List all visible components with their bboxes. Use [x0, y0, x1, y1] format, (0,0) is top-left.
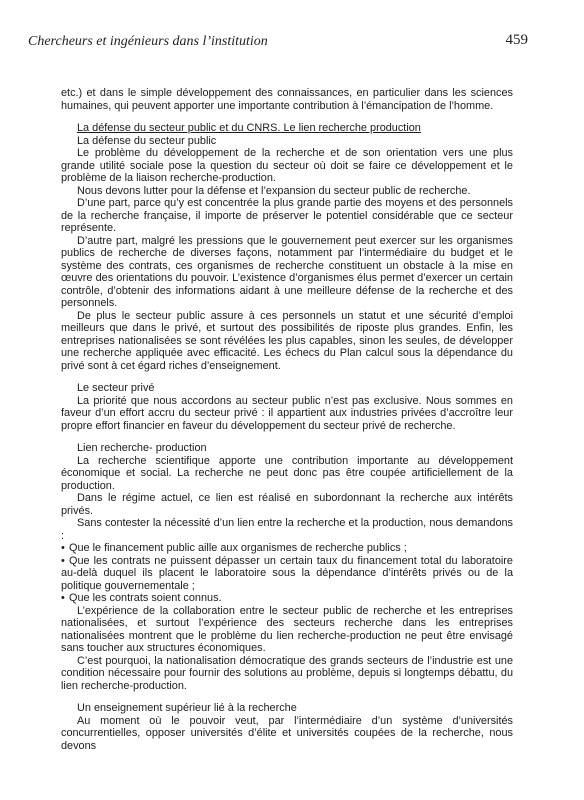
paragraph: D’autre part, malgré les pressions que le gouvernement peut exercer sur les organismes publics de recherche de diverses façons, notamment par l’intermédiaire du budget et le système des contrats, ces organismes de recherche constituent un obstacle à la mise en œuvre des orientations du pouvoir. L’existence d’organismes élus permet d’exercer un certain contrôle, d’obtenir des informations aidant à une meilleure défense de la recherche et des personnels. — [61, 234, 513, 309]
section-title: La défense du secteur public et du CNRS. Le lien recherche production — [77, 122, 421, 134]
bullet-item: • Que les contrats ne puissent dépasser un certain taux du financement total du laboratoire au-delà duquel ils placent le laboratoire sous la dépendance d’intérêts privés ou de la politique gouvernementale ; — [61, 554, 513, 592]
paragraph: De plus le secteur public assure à ces personnels un statut et une sécurité d’emploi meilleurs que dans le privé, et surtout des possibilités de riposte plus grandes. Enfin, les entreprises nationalisées se sont révélées les plus capables, sinon les seules, de développer une recherche appliquée avec efficacité. Les échecs du Plan calcul sous la dépendance du privé sont à cet égard riches d’enseignement. — [61, 309, 513, 372]
section-title: Un enseignement supérieur lié à la recherche — [77, 702, 297, 714]
bullet-item: • Que le financement public aille aux organismes de recherche publics ; — [61, 542, 407, 554]
bullet-icon: • — [61, 554, 65, 567]
paragraph: Sans contester la nécessité d’un lien entre la recherche et la production, nous demandons : — [61, 517, 513, 542]
running-head: Chercheurs et ingénieurs dans l’institution — [28, 34, 268, 49]
paragraph: La priorité que nous accordons au secteur public n’est pas exclusive. Nous sommes en faveur d’un effort accru du secteur privé : il appartient aux industries privées d’accroître leur propre effort financier en faveur du développement du secteur privé de recherche. — [61, 394, 513, 432]
section-title: Le secteur privé — [77, 382, 155, 394]
section-subtitle: La défense du secteur public — [77, 134, 217, 147]
paragraph: C’est pourquoi, la nationalisation démocratique des grands secteurs de l’industrie est une condition nécessaire pour fournir des solutions au problème, depuis si longtemps débattu, du lien recherche-production. — [61, 654, 513, 692]
opening-paragraph: etc.) et dans le simple développement des connaissances, en particulier dans les sciences humaines, qui peuvent apporter une importante contribution à l’émancipation de l’homme. — [61, 87, 513, 112]
bullet-icon: • — [61, 542, 65, 554]
paragraph: Le problème du développement de la recherche et de son orientation vers une plus grande utilité sociale pose la question du secteur où doit se faire ce développement et le problème de la liaison recherche-production. — [61, 147, 513, 184]
paragraph: D’une part, parce qu’y est concentrée la plus grande partie des moyens et des personnels de la recherche française, il importe de préserver le potentiel considérable que ce secteur représente. — [61, 197, 513, 234]
paragraph: L’expérience de la collaboration entre le secteur public de recherche et les entreprises nationalisées, et surtout l’expérience des secteurs recherche dans les entreprises nationalisées montrent que le problème du lien recherche-production ne peut être envisagé sans toucher aux structures économiques. — [61, 604, 513, 654]
bullet-item: • Que les contrats soient connus. — [61, 592, 222, 604]
paragraph: Dans le régime actuel, ce lien est réalisé en subordonnant la recherche aux intérêts privés. — [61, 492, 513, 517]
bullet-icon: • — [61, 592, 65, 604]
paragraph: La recherche scientifique apporte une contribution importante au développement économique et social. La recherche ne peut donc pas être coupée artificiellement de la production. — [61, 454, 513, 492]
page-number: 459 — [505, 32, 528, 48]
paragraph: Nous devons lutter pour la défense et l’expansion du secteur public de recherche. — [77, 184, 471, 197]
body-text — [61, 87, 513, 752]
paragraph: Au moment où le pouvoir veut, par l’intermédiaire d’un système d’universités concurrentielles, opposer universités d’élite et universités coupées de la recherche, nous devons — [61, 714, 513, 752]
section-title: Lien recherche- production — [77, 442, 207, 454]
